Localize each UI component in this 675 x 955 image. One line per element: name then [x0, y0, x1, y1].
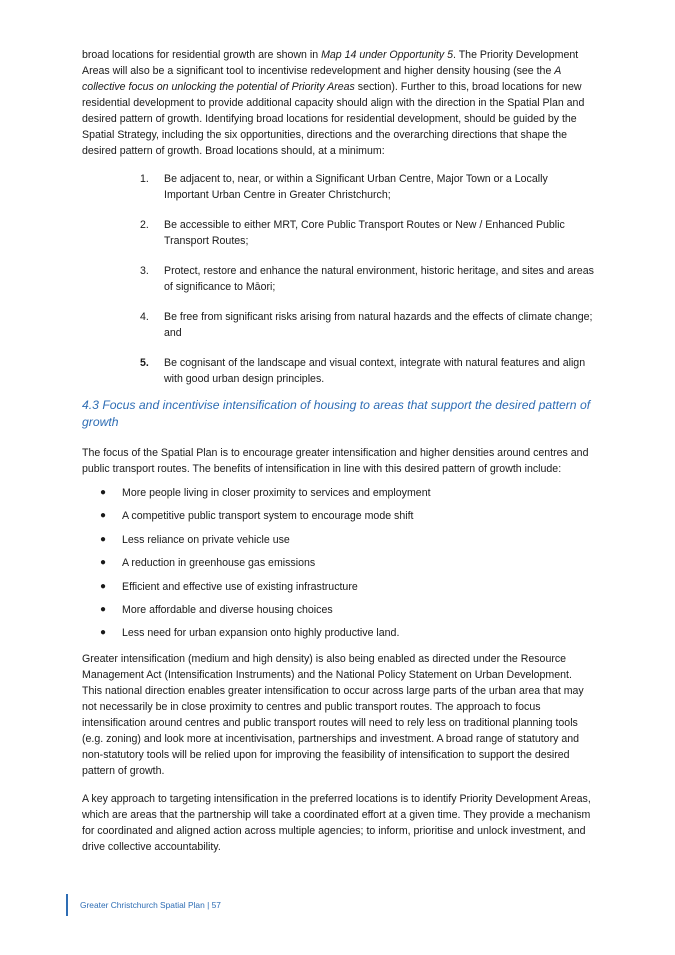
bullet-text: A reduction in greenhouse gas emissions	[122, 557, 316, 570]
priority-areas-paragraph: A key approach to targeting intensification in the preferred locations is to identify Priority Development Areas, which are areas that the partnership will take a coordinated effort at a given time. They provide a mechanism for coordinated and aligned action across multiple agencies; to inform, prioritise and unlock investment, and drive collective accountability.	[82, 793, 591, 854]
footer-accent-bar	[66, 894, 68, 916]
bullet-text: More affordable and diverse housing choices	[122, 603, 333, 616]
item-text: Be free from significant risks arising from natural hazards and the effects of climate change; and	[164, 311, 593, 339]
bullet-icon: ●	[100, 487, 107, 498]
footer-text: Greater Christchurch Spatial Plan | 57	[80, 900, 221, 910]
bullet-text: A competitive public transport system to encourage mode shift	[122, 510, 414, 523]
bullet-icon: ●	[100, 557, 107, 569]
numbered-item	[140, 355, 594, 387]
bullet-item	[100, 532, 594, 548]
bullet-text: More people living in closer proximity to services and employment	[122, 487, 431, 499]
bullet-icon: ●	[100, 603, 107, 615]
item-number: 1.	[140, 173, 149, 185]
numbered-list	[82, 171, 594, 387]
bullet-item	[100, 602, 594, 618]
bullet-text: Less need for urban expansion onto highly productive land.	[122, 627, 400, 640]
bullet-text: Efficient and effective use of existing infrastructure	[122, 580, 358, 593]
intro-text-2: . The Priority Development Areas will also be a significant tool to incentivise redevelopment and higher density housing (see the	[82, 49, 579, 77]
item-text: Be adjacent to, near, or within a Significant Urban Centre, Major Town or a Locally Important Urban Centre in Greater Christchurch;	[164, 173, 548, 201]
bullet-icon: ●	[100, 580, 107, 592]
bullet-item	[100, 485, 594, 501]
intensification-paragraph: Greater intensification (medium and high density) is also being enabled as directed under the Resource Management Act (Intensification Instruments) and the National Policy Statement on Urban Development. This national direction enables greater intensification to occur across large parts of the urban area that may not necessarily be in close proximity to centres and public transport routes. The approach to focus intensification around centres and public transport routes will need to rely less on traditional planning tools (e.g. zoning) and look more at incentivisation, partnerships and investment. A broad range of statutory and non-statutory tools will be relied upon for improving the feasibility of intensification to support the desired pattern of growth.	[82, 653, 584, 778]
intro-text-1: broad locations for residential growth are shown in	[82, 49, 322, 61]
document-page	[82, 47, 594, 855]
focus-paragraph: The focus of the Spatial Plan is to encourage greater intensification and higher densities around centres and public transport routes. The benefits of intensification in line with this desired pattern of growth include:	[82, 447, 589, 475]
item-text: Protect, restore and enhance the natural environment, historic heritage, and sites and areas of significance to Māori;	[164, 265, 594, 293]
benefits-list	[82, 485, 594, 641]
map-reference: Map 14 under Opportunity 5	[321, 49, 454, 61]
numbered-item	[140, 263, 594, 295]
bullet-item	[100, 625, 594, 641]
section-reference: A collective focus on unlocking the potential of Priority Areas	[82, 65, 561, 93]
bullet-icon: ●	[100, 510, 107, 522]
bullet-text: Less reliance on private vehicle use	[122, 533, 290, 546]
numbered-item	[140, 217, 594, 249]
intro-text-3: section). Further to this, broad locations for new residential development to provide additional capacity should align with the direction in the Spatial Plan and desired pattern of growth. Identifying broad locations for residential development, should be guided by the Spatial Strategy, including the six opportunities, directions and the overarching directions that shape the desired pattern of growth. Broad locations should, at a minimum:	[82, 81, 585, 157]
intro-paragraph	[82, 47, 594, 159]
section-heading: 4.3 Focus and incentivise intensification of housing to areas that support the desired pattern of growth	[82, 398, 591, 429]
bullet-item	[100, 508, 594, 524]
item-number: 4.	[140, 311, 149, 323]
page-footer	[66, 894, 221, 916]
item-text: Be accessible to either MRT, Core Public Transport Routes or New / Enhanced Public Transport Routes;	[164, 219, 565, 247]
item-number: 5.	[140, 357, 149, 369]
numbered-item	[140, 171, 594, 203]
bullet-icon: ●	[100, 533, 107, 545]
bullet-item	[100, 579, 594, 595]
item-number: 3.	[140, 265, 149, 277]
numbered-item	[140, 309, 594, 341]
bullet-item	[100, 555, 594, 571]
bullet-icon: ●	[100, 627, 107, 639]
item-number: 2.	[140, 219, 149, 231]
item-text: Be cognisant of the landscape and visual context, integrate with natural features and align with good urban design principles.	[164, 357, 586, 385]
